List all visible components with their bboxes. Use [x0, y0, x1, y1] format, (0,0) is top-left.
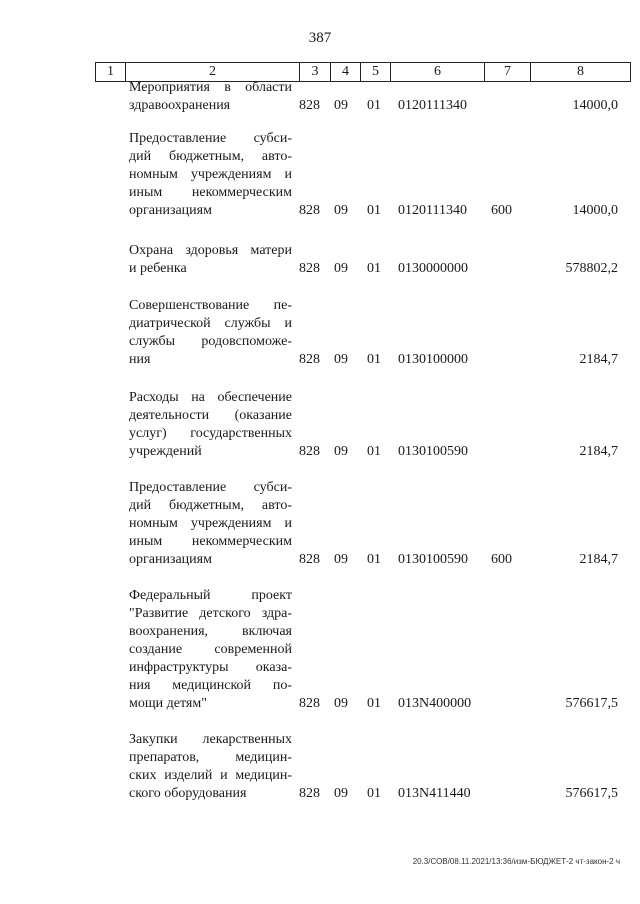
row-name-line: диатрической службы и: [129, 316, 292, 331]
row-section: 09: [334, 444, 348, 459]
row-admin-code: 828: [299, 552, 320, 567]
row-name-line: инфраструктуры оказа-: [129, 660, 292, 675]
row-admin-code: 828: [299, 696, 320, 711]
row-subsection: 01: [367, 352, 381, 367]
row-name-line: мощи детям": [129, 696, 207, 711]
row-expense-type: [491, 351, 531, 369]
row-target-article: 0130100590: [398, 552, 468, 567]
row-target-article: 013N411440: [398, 786, 471, 801]
row-expense-type: [491, 260, 531, 278]
row-name-line: иным некоммерческим: [129, 534, 292, 549]
row-expense-type: 600: [491, 203, 512, 218]
row-section: 09: [334, 552, 348, 567]
row-expense-type: [491, 785, 531, 803]
row-name-line: ния медицинской по-: [129, 678, 292, 693]
header-col-1: 1: [96, 63, 126, 81]
row-expense-type: 600: [491, 552, 512, 567]
row-name-line: воохранения, включая: [129, 624, 292, 639]
row-name-line: Совершенствование пе-: [129, 298, 292, 313]
header-col-8: 8: [577, 64, 584, 79]
row-name-line: "Развитие детского здра-: [129, 606, 292, 621]
row-name-line: Предоставление субси-: [129, 131, 292, 146]
row-section: 09: [334, 203, 348, 218]
row-name-line: учреждений: [129, 444, 202, 459]
row-name-line: здравоохранения: [129, 98, 231, 113]
row-name-line: Предоставление субси-: [129, 480, 292, 495]
table-row: [0, 731, 640, 803]
row-name-line: и ребенка: [129, 261, 187, 276]
row-name: [129, 731, 292, 803]
row-subsection: 01: [367, 203, 381, 218]
row-section: 09: [334, 261, 348, 276]
header-col-2: 2: [126, 63, 300, 81]
row-section: 09: [334, 352, 348, 367]
row-name-line: службы родовспоможе-: [129, 334, 292, 349]
page-number: 387: [308, 30, 332, 46]
row-subsection: 01: [367, 444, 381, 459]
row-sum: 2184,7: [579, 352, 618, 367]
row-name-line: ских изделий и медицин-: [129, 768, 292, 783]
row-name: [129, 587, 292, 713]
row-target-article: 0130100590: [398, 444, 468, 459]
row-name-line: ния: [129, 352, 151, 367]
row-name: [129, 479, 292, 569]
row-name-line: дий бюджетным, авто-: [129, 149, 292, 164]
row-expense-type: [491, 695, 531, 713]
row-section: 09: [334, 786, 348, 801]
row-name: [129, 242, 292, 278]
row-name: [129, 130, 292, 220]
row-name-line: иным некоммерческим: [129, 185, 292, 200]
row-name-line: дий бюджетным, авто-: [129, 498, 292, 513]
row-sum: 14000,0: [572, 98, 618, 113]
row-name: [129, 79, 292, 115]
row-section: 09: [334, 98, 348, 113]
row-expense-type: [491, 443, 531, 461]
row-name-line: ского оборудования: [129, 786, 247, 801]
row-name-line: Мероприятия в области: [129, 80, 292, 95]
row-name-line: деятельности (оказание: [129, 408, 292, 423]
table-row: [0, 389, 640, 461]
row-admin-code: 828: [299, 444, 320, 459]
row-admin-code: 828: [299, 98, 320, 113]
table-row: [0, 130, 640, 220]
row-name-line: препаратов, медицин-: [129, 750, 292, 765]
row-name-line: Охрана здоровья матери: [129, 243, 292, 258]
row-target-article: 013N400000: [398, 696, 472, 711]
header-col-6: 6: [391, 63, 485, 81]
row-name-line: номным учреждениям и: [129, 167, 292, 182]
row-target-article: 0130000000: [398, 261, 468, 276]
table-row: [0, 242, 640, 278]
header-col-3: 3: [300, 63, 331, 81]
row-name-line: номным учреждениям и: [129, 516, 292, 531]
row-sum: 14000,0: [572, 203, 618, 218]
row-name: [129, 297, 292, 369]
row-sum: 2184,7: [579, 444, 618, 459]
row-subsection: 01: [367, 696, 381, 711]
table-row: [0, 479, 640, 569]
row-name-line: Расходы на обеспечение: [129, 390, 292, 405]
row-section: 09: [334, 696, 348, 711]
row-subsection: 01: [367, 261, 381, 276]
row-name-line: организациям: [129, 552, 212, 567]
row-sum: 2184,7: [579, 552, 618, 567]
row-target-article: 0120111340: [398, 203, 467, 218]
header-col-4: 4: [331, 63, 361, 81]
row-name-line: Федеральный проект: [129, 588, 292, 603]
row-name-line: создание современной: [129, 642, 292, 657]
footer-stamp: 20.3/СОВ/08.11.2021/13:36/изм-БЮДЖЕТ-2 чт-закон-2 ч: [412, 857, 620, 866]
row-admin-code: 828: [299, 261, 320, 276]
row-subsection: 01: [367, 786, 381, 801]
row-sum: 578802,2: [565, 261, 618, 276]
row-subsection: 01: [367, 552, 381, 567]
row-name-line: услуг) государственных: [129, 426, 292, 441]
row-admin-code: 828: [299, 786, 320, 801]
table-row: [0, 297, 640, 369]
row-name-line: Закупки лекарственных: [129, 732, 292, 747]
row-expense-type: [491, 97, 531, 115]
row-target-article: 0130100000: [398, 352, 468, 367]
header-col-5: 5: [361, 63, 391, 81]
row-name: [129, 389, 292, 461]
row-name-line: организациям: [129, 203, 212, 218]
table-row: [0, 587, 640, 713]
header-col-7: 7: [485, 63, 531, 81]
row-sum: 576617,5: [565, 786, 618, 801]
row-subsection: 01: [367, 98, 381, 113]
row-target-article: 0120111340: [398, 98, 467, 113]
row-sum: 576617,5: [565, 696, 618, 711]
row-admin-code: 828: [299, 352, 320, 367]
table-row: [0, 79, 640, 115]
row-admin-code: 828: [299, 203, 320, 218]
